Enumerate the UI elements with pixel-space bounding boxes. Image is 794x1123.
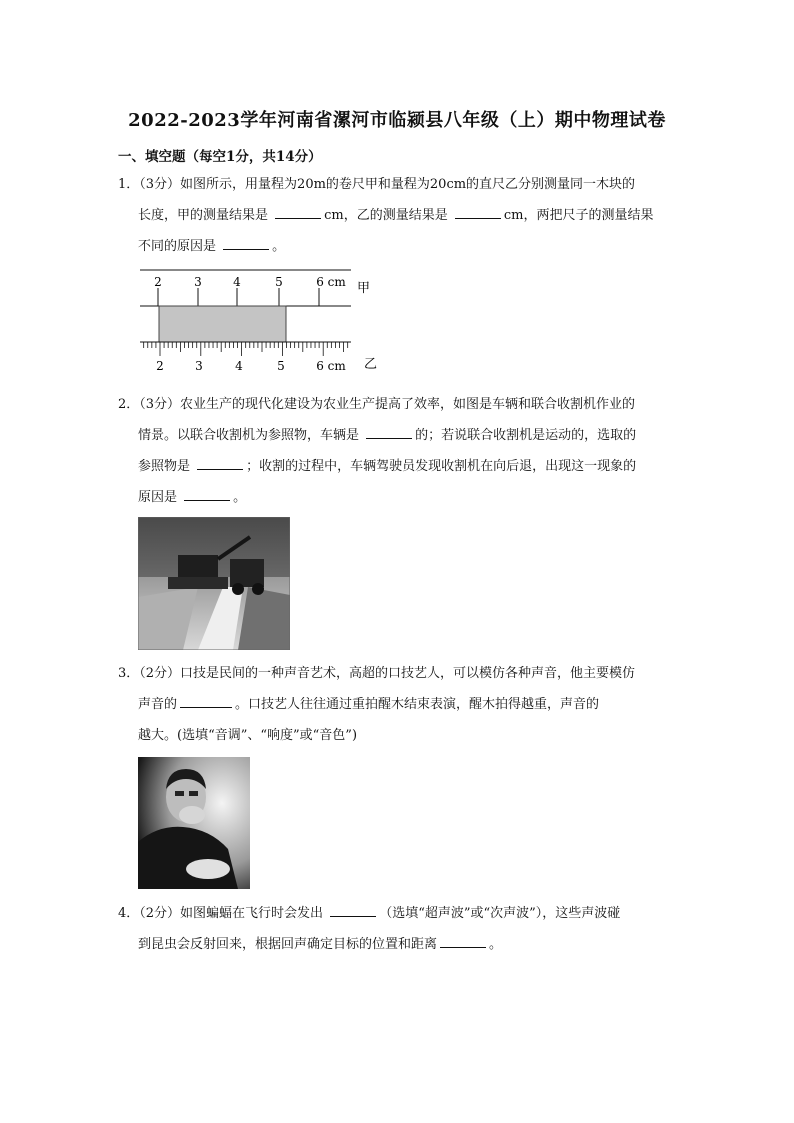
- answer-blank: [197, 468, 243, 470]
- wood-block: [159, 306, 286, 342]
- ruler-bottom-label: 5: [277, 359, 285, 373]
- person-hand: [179, 806, 205, 824]
- q1-line-2: 长度，甲的测量结果是 cm，乙的测量结果是 cm，两把尺子的测量结果: [138, 208, 654, 223]
- ruler-top-label: 6 cm: [316, 275, 346, 289]
- answer-blank: [184, 499, 230, 501]
- section-heading: 一、填空题（每空1分，共14分）: [118, 149, 322, 165]
- q3-line-1: 3．（2分）口技是民间的一种声音艺术，高超的口技艺人，可以模仿各种声音，他主要模仿: [118, 666, 636, 681]
- q2-line-1: 2．（3分）农业生产的现代化建设为农业生产提高了效率，如图是车辆和联合收割机作业的: [118, 397, 636, 412]
- ruler-top-label: 2: [154, 275, 162, 289]
- ruler-top-label: 3: [194, 275, 202, 289]
- q2-line-3: 参照物是 ；收割的过程中，车辆驾驶员发现收割机在向后退，出现这一现象的: [138, 459, 637, 474]
- answer-blank: [366, 437, 412, 439]
- ruler-bottom-label: 4: [235, 359, 243, 373]
- q1-line-1: 1．（3分）如图所示，用量程为20m的卷尺甲和量程为20cm的直尺乙分别测量同一木块的: [118, 177, 636, 192]
- question-1: [118, 169, 678, 262]
- ruler-bottom-label: 3: [195, 359, 203, 373]
- ruler-bottom-minor-ticks: [144, 342, 348, 356]
- answer-blank: [180, 706, 232, 708]
- harvester-photo: [138, 517, 290, 650]
- performer-photo: [138, 757, 250, 889]
- q2-line-4: 原因是 。: [138, 490, 247, 505]
- question-3: [118, 658, 678, 751]
- question-4: [118, 898, 678, 960]
- q1-line-3: 不同的原因是 。: [138, 239, 286, 254]
- ruler-bottom-label: 6 cm: [316, 359, 346, 373]
- q4-line-2: 到昆虫会反射回来，根据回声确定目标的位置和距离 。: [138, 937, 503, 952]
- ruler-top-label: 4: [233, 275, 241, 289]
- answer-blank: [275, 217, 321, 219]
- q4-line-1: 4．（2分）如图蝙蝠在飞行时会发出 （选填“超声波”或“次声波”），这些声波碰: [118, 906, 621, 921]
- q2-line-2: 情景。以联合收割机为参照物，车辆是 的；若说联合收割机是运动的，选取的: [138, 428, 637, 443]
- question-2: [118, 389, 678, 513]
- truck-shape: [230, 559, 264, 587]
- ruler-top-name: 甲: [357, 281, 371, 296]
- q3-line-3: 越大。(选填“音调”、“响度”或“音色”): [138, 728, 358, 743]
- ruler-top-ticks: [158, 288, 319, 306]
- answer-blank: [330, 915, 376, 917]
- answer-blank: [455, 217, 501, 219]
- ruler-figure: [135, 262, 385, 380]
- page-title: 2022-2023学年河南省漯河市临颍县八年级（上）期中物理试卷: [128, 110, 666, 131]
- ruler-bottom-label: 2: [156, 359, 164, 373]
- answer-blank: [440, 946, 486, 948]
- ruler-bottom-name: 乙: [364, 357, 378, 372]
- q3-line-2: 声音的 。口技艺人往往通过重拍醒木结束表演，醒木拍得越重，声音的: [138, 697, 600, 712]
- answer-blank: [223, 248, 269, 250]
- ruler-top-label: 5: [275, 275, 283, 289]
